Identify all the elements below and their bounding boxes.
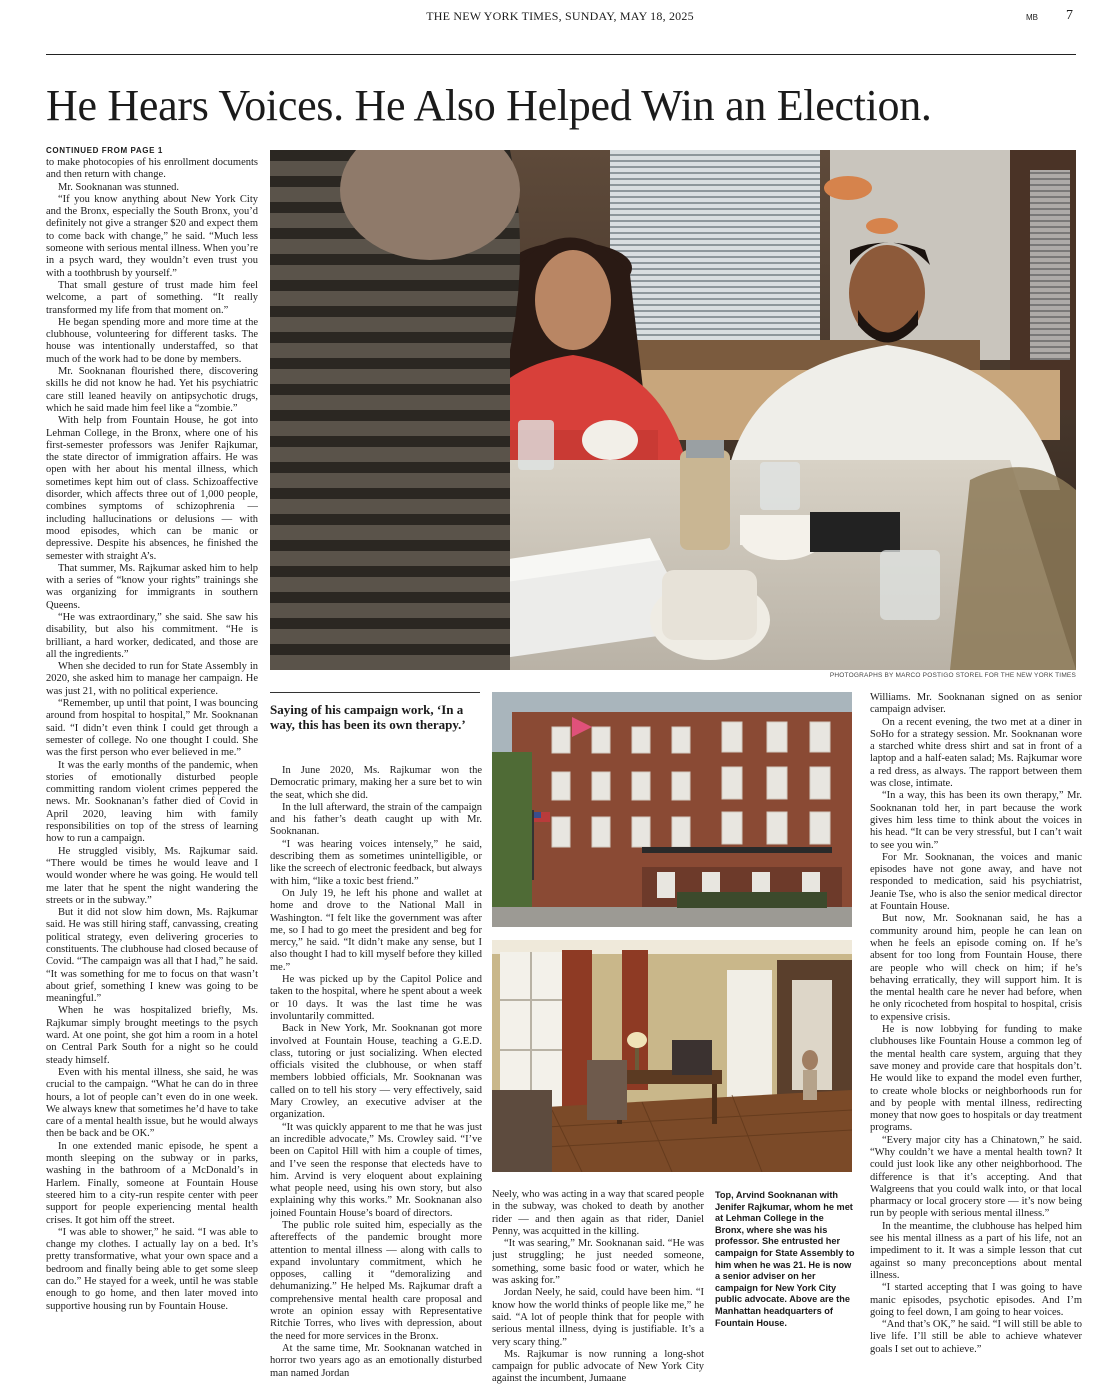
paragraph: In one extended manic episode, he spent a month sleeping on the subway or in parks, washing in the bathroom of a McDonald’s in Harlem. Finally, someone at Fountain House steered him to a city-run respite center with peer support for people experiencing mental health crises. It got him off the street. [46,1140,258,1226]
headline: He Hears Voices. He Also Helped Win an Election. [46,81,932,130]
article-column-4 [870,692,1082,1395]
photo-fountain-house-exterior [492,692,852,927]
paragraph: It was the early months of the pandemic, when stories of emotionally disturbed people committing random violent crimes peppered the news. Mr. Sooknanan’s father died of Covid in April 2020, leaving him with family responsibilities on top of the stress of learning how to run a campaign. [46,759,258,845]
continued-from-label: CONTINUED FROM PAGE 1 [46,146,163,155]
pull-quote-text: Saying of his campaign work, ‘In a way, this has been its own therapy.’ [270,702,466,732]
paragraph: “I was able to shower,” he said. “I was able to change my clothes. I actually lay on a bed. It’s pretty transformative, what your own space and a bedroom and finally being able to get some sleep can do.” He stayed for a week, until he was stable enough to go home, and then later moved into supportive housing run by Fountain House. [46,1226,258,1312]
article-column-1 [46,157,258,1389]
masthead-title: THE NEW YORK TIMES, SUNDAY, MAY 18, 2025 [426,9,694,23]
article-column-3 [492,1189,704,1395]
paragraph: On a recent evening, the two met at a diner in SoHo for a strategy session. Mr. Sooknanan wore a starched white dress shirt and sat in front of a laptop and a half-eaten salad; Ms. Rajkumar wore a red dress, as always. The rapport between them was close, intimate. [870,716,1082,790]
paragraph: When he was hospitalized briefly, Ms. Rajkumar simply brought meetings to the psych ward. At one point, she got him a room in a hotel on Central Park South for a night so he could steady himself. [46,1005,258,1066]
paragraph: Jordan Neely, he said, could have been him. “I know how the world thinks of people like me,” he said. “A lot of people think that for people with serious mental illness, dying is justifiable. It’s a very scary thing.” [492,1287,704,1348]
page-number: 7 [1066,8,1073,23]
edition-code: MB [1026,13,1038,22]
pull-quote [270,692,480,732]
paragraph: Even with his mental illness, she said, he was crucial to the campaign. “What he can do in three hours, a lot of people can’t even do in one week. We always knew that sometimes he’d have to take care of a mental health issue, but he would always then be back and be OK.” [46,1066,258,1140]
photo-caption: Top, Arvind Sooknanan with Jenifer Rajkumar, whom he met at Lehman College in the Bronx, where she was his professor. She entrusted her campaign for State Assembly to him when he was 21. He is now a senior adviser on her campaign for New York City public advocate. Above are the Manhattan headquarters of Fountain House. [715,1190,855,1328]
paragraph: He was picked up by the Capitol Police and taken to the hospital, where he spent about a week or 10 days. It was the last time he was involuntarily committed. [270,974,482,1022]
paragraph: In June 2020, Ms. Rajkumar won the Democratic primary, making her a sure bet to win the seat, which she did. [270,765,482,801]
paragraph: “It was searing,” Mr. Sooknanan said. “He was just struggling; he just needed someone, something, some basic food or water, which he was asking for.” [492,1238,704,1287]
paragraph: Neely, who was acting in a way that scared people in the subway, was choked to death by another rider — and then again as that rider, Daniel Penny, was acquitted in the killing. [492,1189,704,1237]
paragraph: He struggled visibly, Ms. Rajkumar said. “There would be times he would leave and I would wonder where he was going. He would tell me later that he spent the night wandering the streets or in the subway.” [46,845,258,906]
paragraph: to make photocopies of his enrollment documents and then return with change. [46,157,258,181]
header-rule [46,54,1076,55]
paragraph: When she decided to run for State Assembly in 2020, she asked him to manage her campaign. He was just 21, with no political experience. [46,661,258,697]
paragraph: At the same time, Mr. Sooknanan watched in horror two years ago as an emotionally disturbed man named Jordan [270,1342,482,1379]
paragraph: “He was extraordinary,” she said. She saw his disability, but also his commitment. “He is brilliant, a hard worker, dedicated, and those are all the ingredients.” [46,611,258,660]
paragraph: “In a way, this has been its own therapy,” Mr. Sooknanan told her, in part because the work gives him less time to think about the voices in his head. “It can be very stressful, but I can’t wait to see you win.” [870,790,1082,851]
paragraph: With help from Fountain House, he got into Lehman College, in the Bronx, where one of his first-semester professors was Jenifer Rajkumar, the state director of immigration affairs. He was open with her about his mental illness, which sometimes kept him out of class. Schizoaffective disorder, which affects three out of 1,000 people, combines symptoms of schizophrenia — including hallucinations or delusions — with mood episodes, which can be manic or depressive. Despite his absences, he finished the semester with straight A’s. [46,415,258,562]
photo-credit: PHOTOGRAPHS BY MARCO POSTIGO STOREL FOR THE NEW YORK TIMES [829,672,1076,679]
paragraph: Williams. Mr. Sooknanan signed on as senior campaign adviser. [870,692,1082,716]
paragraph: In the lull afterward, the strain of the campaign and his father’s death caught up with Mr. Sooknanan. [270,801,482,838]
paragraph: On July 19, he left his phone and wallet at home and drove to the National Mall in Washington. “I felt like the government was after me, so I had to go meet the president and beg for mercy,” he said. “It didn’t make any sense, but I also thought I had to kill myself before they killed me.” [270,887,482,973]
paragraph: “I was hearing voices intensely,” he said, describing them as sometimes unintelligible, or like the screech of electronic feedback, but always with him, “like a toxic best friend.” [270,838,482,887]
paragraph: The public role suited him, especially as the aftereffects of the pandemic brought more attention to mental illness — along with calls to expand involuntary commitment, which he opposes, calling it “demoralizing and dehumanizing.” He helped Ms. Rajkumar draft a comprehensive mental health care proposal and wrote an opinion essay with Representative Ritchie Torres, who lives with depression, about the need for more services in the Bronx. [270,1219,482,1342]
paragraph: But now, Mr. Sooknanan said, he has a community around him, people he can lean on when he feels an episode coming on. If he’s absent for too long from Fountain House, there are people who will check on him; if he’s behaving erratically, they will support him. It is the mental health care he never had before, when he only ricocheted from hospital to hospital, crisis to expensive crisis. [870,913,1082,1023]
paragraph: That summer, Ms. Rajkumar asked him to help with a series of “know your rights” trainings she was organizing for immigrants in southern Queens. [46,562,258,611]
paragraph: “It was quickly apparent to me that he was just an incredible advocate,” Ms. Crowley said. “I’ve been on Capitol Hill with him a couple of times, and I’ve seen the response that electeds have to him. Arvind is very eloquent about explaining what people need, using his own story, but also explaining why this works.” Mr. Sooknanan also joined Fountain House’s board of directors. [270,1121,482,1219]
paragraph: “Remember, up until that point, I was bouncing around from hospital to hospital,” Mr. Sooknanan said. “I didn’t even think I could get through a semester of college. No one thought I could. She was the first person who ever believed in me.” [46,698,258,759]
paragraph: That small gesture of trust made him feel welcome, a part of something. “It really transformed my life from that moment on.” [46,279,258,316]
paragraph: “I started accepting that I was going to have manic episodes, psychotic episodes. And I’m going to feel down, I am going to hear voices. [870,1282,1082,1318]
paragraph: “Every major city has a Chinatown,” he said. “Why couldn’t we have a mental health town? It could just look like any other neighborhood. The difference is that it’s accepting. And that Walgreens that you could walk into, or that local pharmacy or local grocery store — it’s now being run by people with serious mental illness.” [870,1134,1082,1220]
paragraph: He began spending more and more time at the clubhouse, volunteering for different tasks. The house was intentionally understaffed, so that much of the work had to be done by members. [46,316,258,365]
photo-fountain-house-interior [492,940,852,1172]
paragraph: Back in New York, Mr. Sooknanan got more involved at Fountain House, teaching a G.E.D. class, tutoring or just socializing. When elected officials visited the clubhouse, or when staff members lobbied officials, Mr. Sooknanan was called on to tell his story — very effectively, said Mary Crowley, an executive adviser at the organization. [270,1023,482,1121]
paragraph: “And that’s OK,” he said. “I will still be able to live life. I’ll still be able to achieve whatever goals I set out to achieve.” [870,1319,1082,1355]
article-column-2 [270,765,482,1395]
paragraph: In the meantime, the clubhouse has helped him see his mental illness as a part of his life, not an impediment to it. It was a simple lesson that cut against so many preconceptions about mental illness. [870,1220,1082,1281]
paragraph: He is now lobbying for funding to make clubhouses like Fountain House a common leg of the mental health care system, arguing that they save money and provide care that hospitals don’t. He would like to expand the model even further, to create whole blocks or neighborhoods run for and by people with mental illness, redirecting money that now goes to hospitals or day treatment programs. [870,1024,1082,1134]
paragraph: Mr. Sooknanan was stunned. [58,181,180,193]
paragraph: “If you know anything about New York City and the Bronx, especially the South Bronx, you’d definitely not give a stranger $20 and expect them to come back with change,” he said. “Much less someone with serious mental illness. When you’re in a psych ward, they wouldn’t even trust you with a toothbrush by yourself.” [46,193,258,279]
paragraph: Ms. Rajkumar is now running a long-shot campaign for public advocate of New York City against the incumbent, Jumaane [492,1348,704,1385]
paragraph: But it did not slow him down, Ms. Rajkumar said. He was still hiring staff, canvassing, creating political strategy, even delivering groceries to constituents. The clubhouse had closed because of Covid. “The campaign was all that I had,” he said. “It was something for me to focus on that wasn’t about grief, something I knew was going to be meaningful.” [46,907,258,1005]
paragraph: For Mr. Sooknanan, the voices and manic episodes have not gone away, and have not responded to medication, said his psychiatrist, Jeanie Tse, who is also the senior medical director at Fountain House. [870,851,1082,913]
paragraph: Mr. Sooknanan flourished there, discovering skills he did not know he had. Yet his psychiatric care still leaned heavily on antipsychotic drugs, which he said made him feel like a “zombie.” [46,366,258,414]
main-photo-diner [270,150,1076,670]
